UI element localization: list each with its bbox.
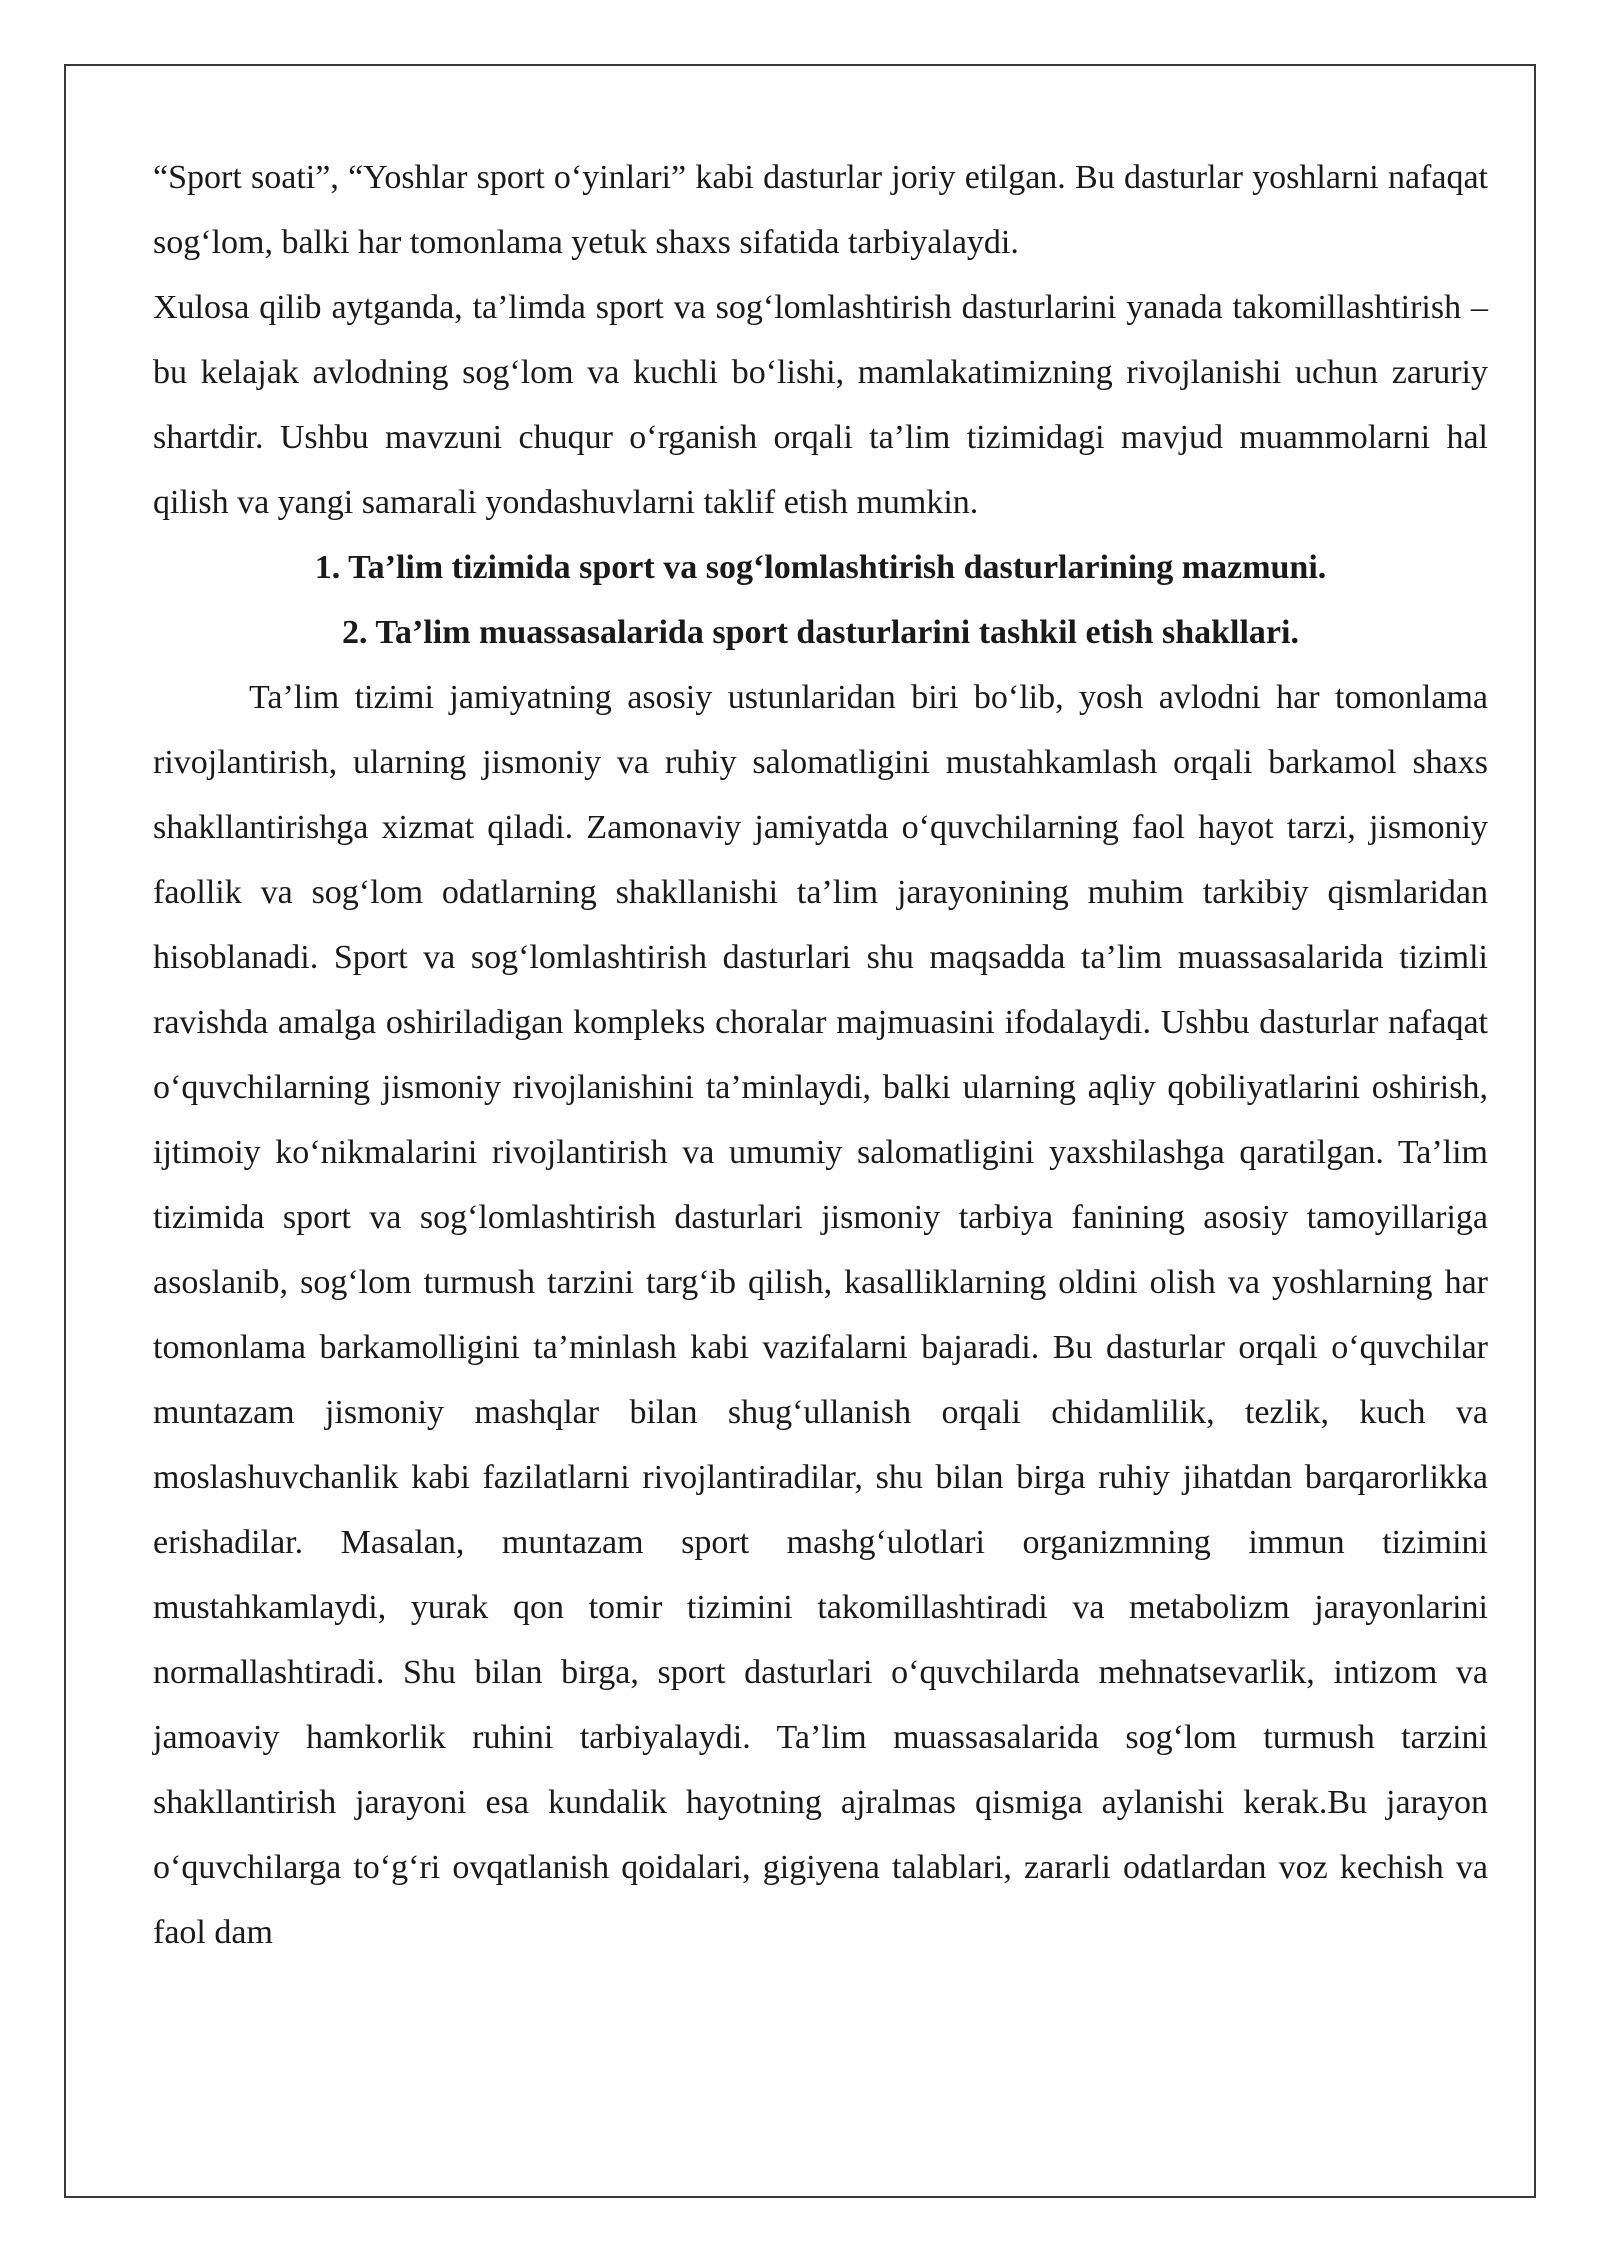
paragraph-main: Ta’lim tizimi jamiyatning asosiy ustunlaridan biri bo‘lib, yosh avlodni har tomonlama rivojlantirish, ularning jismoniy va ruhiy salomatligini mustahkamlash orqali barkamol shaxs shakllantirishga xizmat qiladi. Zamonaviy jamiyatda o‘quvchilarning faol hayot tarzi, jismoniy faollik va sog‘lom odatlarning shakllanishi ta’lim jarayonining muhim tarkibiy qismlaridan hisoblanadi. Sport va sog‘lomlashtirish dasturlari shu maqsadda ta’lim muassasalarida tizimli ravishda amalga oshiriladigan kompleks choralar majmuasini ifodalaydi. Ushbu dasturlar nafaqat o‘quvchilarning jismoniy rivojlanishini ta’minlaydi, balki ularning aqliy qobiliyatlarini oshirish, ijtimoiy ko‘nikmalarini rivojlantirish va umumiy salomatligini yaxshilashga qaratilgan. Ta’lim tizimida sport va sog‘lomlashtirish dasturlari jismoniy tarbiya fanining asosiy tamoyillariga asoslanib, sog‘lom turmush tarzini targ‘ib qilish, kasalliklarning oldini olish va yoshlarning har tomonlama barkamolligini ta’minlash kabi vazifalarni bajaradi. Bu dasturlar orqali o‘quvchilar muntazam jismoniy mashqlar bilan shug‘ullanish orqali chidamlilik, tezlik, kuch va moslashuvchanlik kabi fazilatlarni rivojlantiradilar, shu bilan birga ruhiy jihatdan barqarorlikka erishadilar. Masalan, muntazam sport mashg‘ulotlari organizmning immun tizimini mustahkamlaydi, yurak qon tomir tizimini takomillashtiradi va metabolizm jarayonlarini normallashtiradi. Shu bilan birga, sport dasturlari o‘quvchilarda mehnatsevarlik, intizom va jamoaviy hamkorlik ruhini tarbiyalaydi. Ta’lim muassasalarida sog‘lom turmush tarzini shakllantirish jarayoni esa kundalik hayotning ajralmas qismiga aylanishi kerak.Bu jarayon o‘quvchilarga to‘g‘ri ovqatlanish qoidalari, gigiyena talablari, zararli odatlardan voz kechish va faol dam xyxy=(153,679,1488,1951)
section-heading-2: 2. Ta’lim muassasalarida sport dasturlarini tashkil etish shakllari. xyxy=(342,614,1299,651)
document-body xyxy=(153,145,1488,1965)
section-heading-1: 1. Ta’lim tizimida sport va sog‘lomlashtirish dasturlarining mazmuni. xyxy=(314,549,1327,586)
paragraph-conclusion: Xulosa qilib aytganda, ta’limda sport va sog‘lomlashtirish dasturlarini yanada takomillashtirish – bu kelajak avlodning sog‘lom va kuchli bo‘lishi, mamlakatimizning rivojlanishi uchun zaruriy shartdir. Ushbu mavzuni chuqur o‘rganish orqali ta’lim tizimidagi mavjud muammolarni hal qilish va yangi samarali yondashuvlarni taklif etish mumkin. xyxy=(153,289,1488,521)
paragraph-sport-programs: “Sport soati”, “Yoshlar sport o‘yinlari” kabi dasturlar joriy etilgan. Bu dasturlar yoshlarni nafaqat sog‘lom, balki har tomonlama yetuk shaxs sifatida tarbiyalaydi. xyxy=(153,159,1488,261)
